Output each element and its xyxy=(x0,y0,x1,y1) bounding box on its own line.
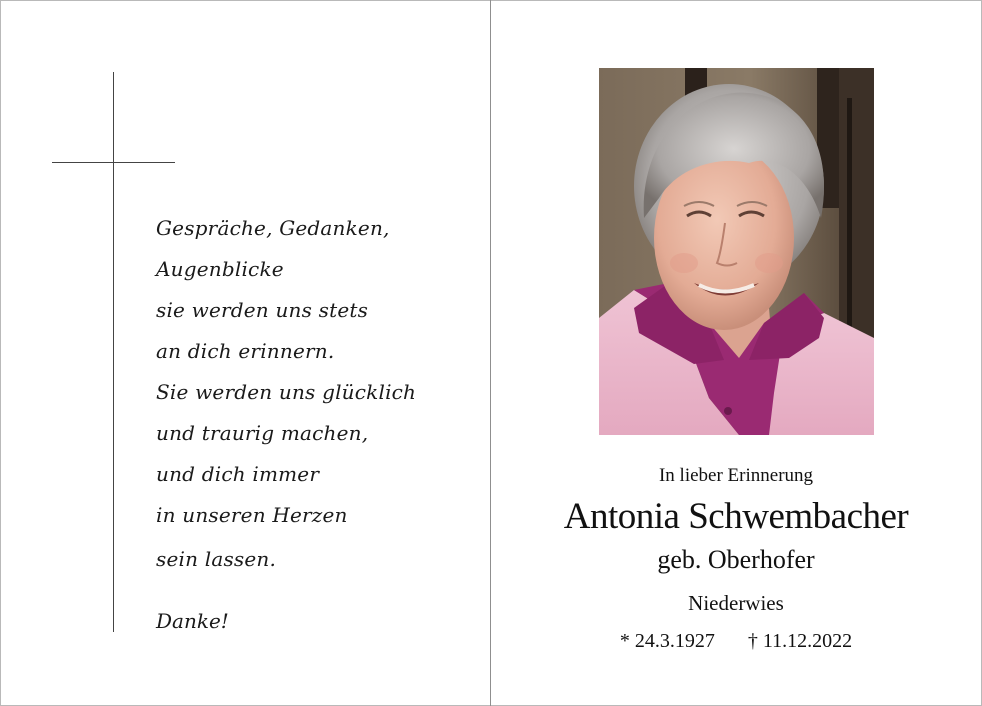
home-place: Niederwies xyxy=(688,591,784,615)
poem-line: sein lassen. xyxy=(156,547,277,571)
birth-date: * 24.3.1927 xyxy=(619,630,715,652)
life-dates xyxy=(490,626,982,656)
poem-line: in unseren Herzen xyxy=(156,503,348,527)
poem-line: Gespräche, Gedanken, xyxy=(156,216,390,240)
poem-line: und dich immer xyxy=(156,462,320,486)
death-date: † 11.12.2022 xyxy=(747,630,853,652)
poem-line: Sie werden uns glücklich xyxy=(156,380,417,404)
poem-line: an dich erinnern. xyxy=(156,339,335,363)
poem xyxy=(156,208,476,580)
maiden-name: geb. Oberhofer xyxy=(657,545,815,574)
thanks-text: Danke! xyxy=(156,609,229,633)
memory-phrase: In lieber Erinnerung xyxy=(658,465,814,486)
poem-line: Augenblicke xyxy=(156,257,284,281)
cross-horizontal-bar xyxy=(52,162,175,163)
portrait-photo xyxy=(599,68,874,435)
poem-line: und traurig machen, xyxy=(156,421,369,445)
deceased-name: Antonia Schwembacher xyxy=(563,496,909,537)
poem-line: sie werden uns stets xyxy=(156,298,369,322)
cross-vertical-bar xyxy=(113,72,114,632)
